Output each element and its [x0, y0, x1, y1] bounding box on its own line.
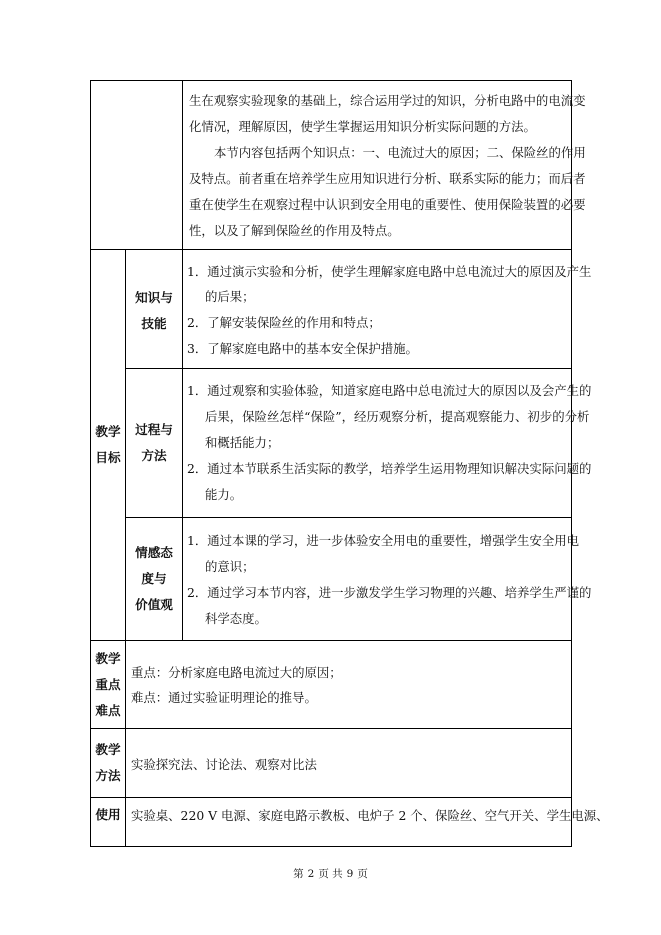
attitude-line: 2．通过学习本节内容，进一步激发学生学习物理的兴趣、培养学生严谨的	[187, 585, 592, 600]
teaching-methods-text: 实验探究法、讨论法、观察对比法	[131, 757, 317, 772]
table-bottom-border	[90, 846, 572, 847]
process-line: 后果，保险丝怎样“保险”，经历观察分析，提高观察能力、初步的分析	[205, 409, 590, 424]
usage-text: 实验桌、220 V 电源、家庭电路示教板、电炉子 2 个、保险丝、空气开关、学生电源、	[131, 808, 609, 823]
attitude-line: 的意识；	[205, 559, 255, 574]
teaching-methods-label: 教学 方法	[95, 742, 121, 783]
subrow-divider-knowledge	[125, 368, 572, 369]
knowledge-line: 3．了解家庭电路中的基本安全保护措施。	[187, 341, 418, 356]
process-methods-label: 过程与 方法	[135, 422, 173, 463]
knowledge-line: 1．通过演示实验和分析，使学生理解家庭电路中总电流过大的原因及产生	[187, 264, 592, 279]
page-footer: 第 2 页 共 9 页	[293, 868, 368, 880]
objectives-label: 教学 目标	[95, 424, 121, 465]
attitude-line: 科学态度。	[205, 611, 267, 626]
knowledge-line: 2．了解安装保险丝的作用和特点；	[187, 315, 381, 330]
process-line: 2．通过本节联系生活实际的教学，培养学生运用物理知识解决实际问题的	[187, 461, 592, 476]
row-divider-intro	[90, 249, 572, 250]
table-top-border	[90, 80, 572, 81]
column-divider-sub-content	[182, 249, 183, 641]
difficult-point-text: 难点：通过实验证明理论的推导。	[131, 690, 317, 705]
intro-line: 重在使学生在观察过程中认识到安全用电的重要性、使用保险装置的必要	[189, 197, 586, 212]
attitude-line: 1．通过本课的学习，进一步体验安全用电的重要性，增强学生安全用电	[187, 533, 579, 548]
intro-line: 化情况，理解原因，使学生掌握运用知识分析实际问题的方法。	[189, 119, 536, 134]
intro-line: 性，以及了解到保险丝的作用及特点。	[189, 223, 400, 238]
column-divider-intro	[182, 80, 183, 250]
intro-line: 及特点。前者重在培养学生应用知识进行分析、联系实际的能力；而后者	[189, 171, 586, 186]
key-point-text: 重点：分析家庭电路电流过大的原因；	[131, 665, 342, 680]
usage-label: 使用	[95, 807, 121, 822]
total-page-count: 9	[346, 868, 354, 880]
current-page-number: 2	[307, 868, 315, 880]
process-line: 和概括能力；	[205, 435, 280, 450]
row-divider-methods	[90, 797, 572, 798]
row-divider-keypoints	[90, 728, 572, 729]
process-line: 能力。	[205, 487, 243, 502]
key-difficult-points-label: 教学 重点 难点	[95, 651, 121, 718]
row-divider-objectives	[90, 640, 572, 641]
attitude-values-label: 情感态 度与 价值观	[135, 545, 173, 612]
intro-line: 生在观察实验现象的基础上，综合运用学过的知识，分析电路中的电流变	[189, 93, 586, 108]
knowledge-skills-label: 知识与 技能	[135, 290, 173, 331]
intro-line: 本节内容包括两个知识点：一、电流过大的原因；二、保险丝的作用	[214, 145, 586, 160]
knowledge-line: 的后果；	[205, 289, 255, 304]
subrow-divider-process	[125, 517, 572, 518]
process-line: 1．通过观察和实验体验，知道家庭电路中总电流过大的原因以及会产生的	[187, 383, 592, 398]
column-divider-lower	[125, 640, 126, 847]
